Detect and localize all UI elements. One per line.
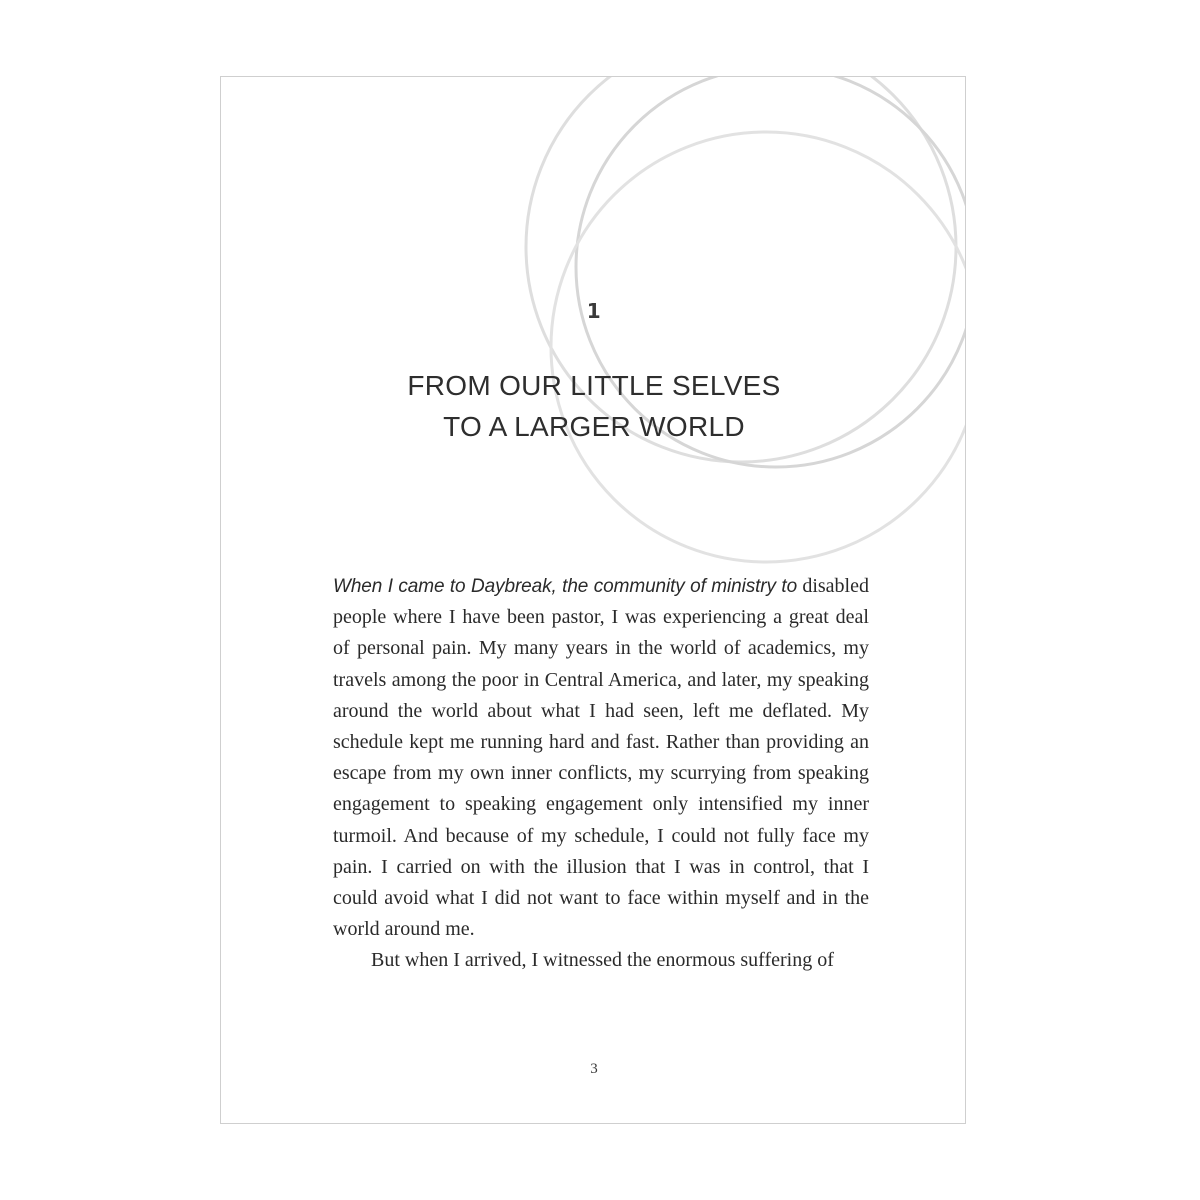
ornament-circle-inner bbox=[551, 132, 966, 562]
page-number: 3 bbox=[590, 1061, 598, 1077]
paragraph-1-text: disabled people where I have been pastor, I was experiencing a great deal of personal pain. My many years in the world of academics, my travels among the poor in Central America, and later, my speaking around the world about what I had seen, left me deflated. My schedule kept me running hard and fast. Rather than providing an escape from my own inner conflicts, my scurrying from speaking engagement to speaking engagement only intensified my inner turmoil. And because of my schedule, I could not fully face my pain. I carried on with the illusion that I was in control, that I could avoid what I did not want to face within myself and in the world around me. bbox=[333, 575, 869, 941]
chapter-title-line-1: FROM OUR LITTLE SELVES bbox=[407, 370, 781, 401]
paragraph-1 bbox=[333, 571, 869, 945]
chapter-title-line-2: TO A LARGER WORLD bbox=[443, 411, 745, 442]
book-page bbox=[220, 76, 966, 1124]
chapter-title bbox=[221, 365, 966, 447]
paragraph-2: But when I arrived, I witnessed the enormous suffering of bbox=[371, 949, 834, 972]
body-text bbox=[333, 571, 869, 977]
chapter-number: 1 bbox=[586, 299, 602, 323]
lead-in-text: When I came to Daybreak, the community of ministry to bbox=[333, 576, 798, 597]
